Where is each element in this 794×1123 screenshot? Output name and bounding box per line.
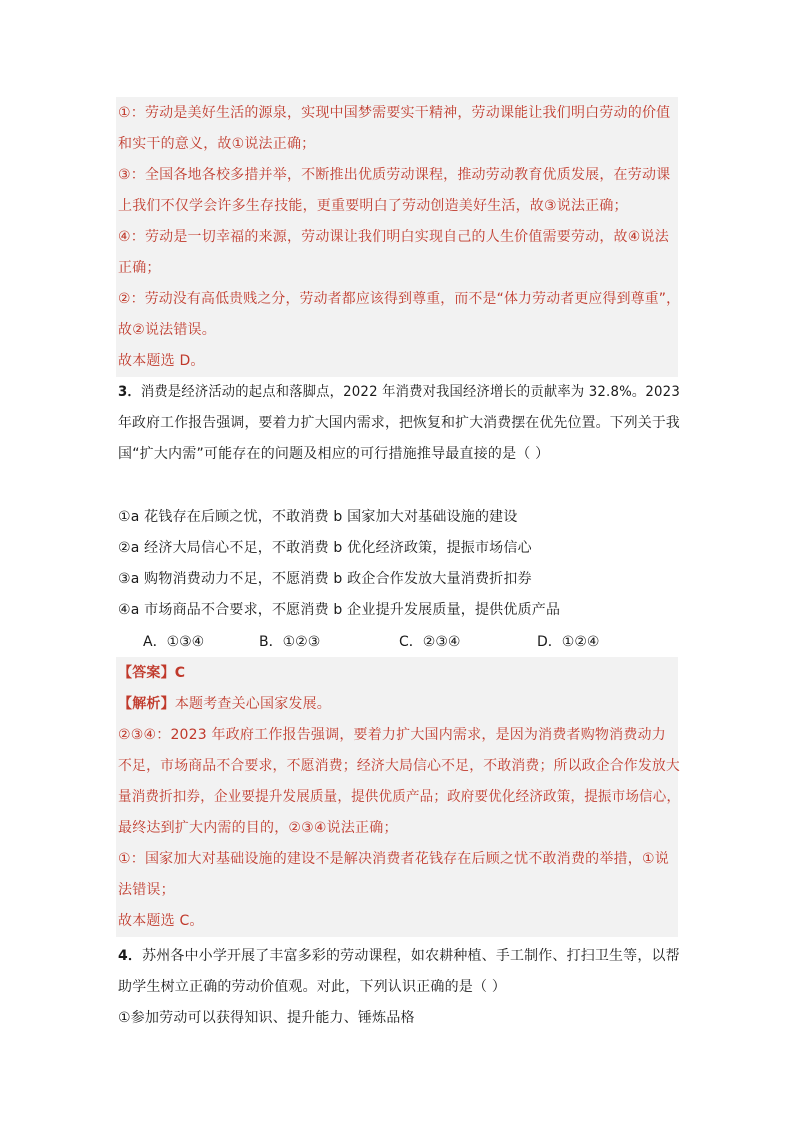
question-4-stem	[118, 946, 680, 966]
option-item: ③a 购物消费动力不足，不愿消费 b 政企合作发放大量消费折扣券	[118, 571, 532, 587]
analysis-line: ②：劳动没有高低贵贱之分，劳动者都应该得到尊重，而不是“体力劳动者更应得到尊重”，	[118, 291, 681, 307]
analysis-conclusion: 故本题选 D。	[118, 353, 205, 369]
analysis-line: 和实干的意义，故①说法正确；	[118, 136, 316, 152]
analysis-line: 故②说法错误。	[118, 322, 216, 338]
analysis-line: ④：劳动是一切幸福的来源，劳动课让我们明白实现自己的人生价值需要劳动，故④说法	[118, 229, 669, 245]
option-item: ④a 市场商品不合要求，不愿消费 b 企业提升发展质量，提供优质产品	[118, 602, 561, 618]
analysis-conclusion: 故本题选 C。	[118, 913, 204, 929]
analysis-line: 法错误；	[118, 882, 175, 898]
question-4-stem-line: 助学生树立正确的劳动价值观。对此，下列认识正确的是（ ）	[118, 979, 507, 995]
question-stem-text: 苏州各中小学开展了丰富多彩的劳动课程，如农耕种植、手工制作、打扫卫生等，以帮	[142, 948, 680, 964]
analysis-line: 不足，市场商品不合要求，不愿消费；经济大局信心不足，不敢消费；所以政企合作发放大	[118, 758, 680, 774]
choice-b[interactable]: B．①②③	[259, 634, 321, 650]
choice-a[interactable]: A．①③④	[143, 634, 205, 650]
question-3-stem-line: 国“扩大内需”可能存在的问题及相应的可行措施推导最直接的是（ ）	[118, 446, 550, 462]
analysis-line: ①：国家加大对基础设施的建设不是解决消费者花钱存在后顾之忧不敢消费的举措，①说	[118, 851, 669, 867]
question-3-stem	[118, 382, 680, 402]
analysis-intro	[118, 694, 331, 714]
option-item: ①参加劳动可以获得知识、提升能力、锤炼品格	[118, 1010, 415, 1026]
option-item: ①a 花钱存在后顾之忧，不敢消费 b 国家加大对基础设施的建设	[118, 509, 518, 525]
question-number: 4．	[118, 948, 143, 964]
answer-label: 【答案】C	[118, 665, 186, 681]
question-stem-text: 消费是经济活动的起点和落脚点，2022 年消费对我国经济增长的贡献率为 32.8%。2023	[140, 384, 680, 400]
choice-c[interactable]: C．②③④	[399, 634, 461, 650]
analysis-line: 正确；	[118, 260, 161, 276]
analysis-line: 上我们不仅学会许多生存技能，更重要明白了劳动创造美好生活，故③说法正确；	[118, 198, 628, 214]
analysis-line: ①：劳动是美好生活的源泉，实现中国梦需要实干精神，劳动课能让我们明白劳动的价值	[118, 105, 671, 121]
analysis-line: 量消费折扣券，企业要提升发展质量，提供优质产品；政府要优化经济政策，提振市场信心，	[118, 789, 681, 805]
analysis-label: 【解析】	[118, 696, 175, 712]
choice-d[interactable]: D．①②④	[537, 634, 600, 650]
analysis-line: ②③④：2023 年政府工作报告强调，要着力扩大国内需求，是因为消费者购物消费动力	[118, 727, 666, 743]
question-3-stem-line: 年政府工作报告强调，要着力扩大国内需求，把恢复和扩大消费摆在优先位置。下列关于我	[118, 415, 680, 431]
analysis-line: ③：全国各地各校多措并举，不断推出优质劳动课程，推动劳动教育优质发展，在劳动课	[118, 167, 671, 183]
option-item: ②a 经济大局信心不足，不敢消费 b 优化经济政策，提振市场信心	[118, 540, 532, 556]
analysis-intro-text: 本题考查关心国家发展。	[174, 696, 332, 712]
question-number: 3．	[118, 384, 141, 400]
analysis-line: 最终达到扩大内需的目的，②③④说法正确；	[118, 820, 398, 836]
